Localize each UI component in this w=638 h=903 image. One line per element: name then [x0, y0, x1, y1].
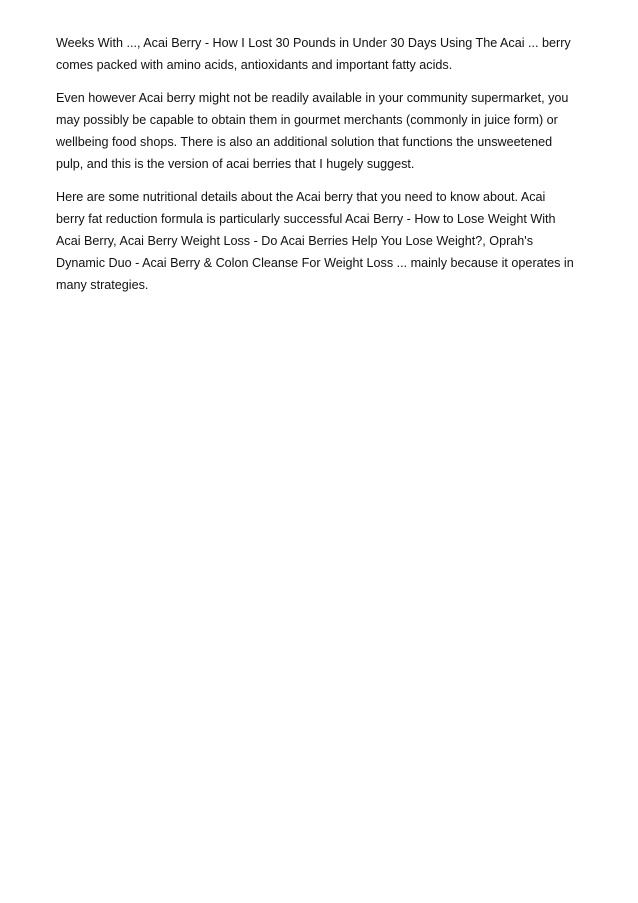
paragraph-line: wellbeing food shops. There is also an additional solution that functions the unsweetened	[56, 135, 553, 149]
paragraph-2	[56, 87, 596, 175]
paragraph-1	[56, 32, 596, 76]
paragraph-3	[56, 186, 596, 296]
paragraph-line: comes packed with amino acids, antioxidants and important fatty acids.	[56, 58, 453, 72]
paragraph-line: many strategies.	[56, 278, 149, 292]
paragraph-line: Dynamic Duo - Acai Berry & Colon Cleanse For Weight Loss ... mainly because it operates in	[56, 256, 574, 270]
paragraph-line: may possibly be capable to obtain them in gourmet merchants (commonly in juice form) or	[56, 113, 558, 127]
paragraph-line: pulp, and this is the version of acai berries that I hugely suggest.	[56, 157, 415, 171]
paragraph-line: berry fat reduction formula is particularly successful Acai Berry - How to Lose Weight With	[56, 212, 556, 226]
paragraph-line: Here are some nutritional details about the Acai berry that you need to know about. Acai	[56, 190, 546, 204]
paragraph-line: Even however Acai berry might not be readily available in your community supermarket, you	[56, 91, 569, 105]
paragraph-line: Weeks With ..., Acai Berry - How I Lost 30 Pounds in Under 30 Days Using The Acai ... berry	[56, 36, 571, 50]
document-body	[56, 32, 596, 307]
paragraph-line: Acai Berry, Acai Berry Weight Loss - Do Acai Berries Help You Lose Weight?, Oprah's	[56, 234, 533, 248]
